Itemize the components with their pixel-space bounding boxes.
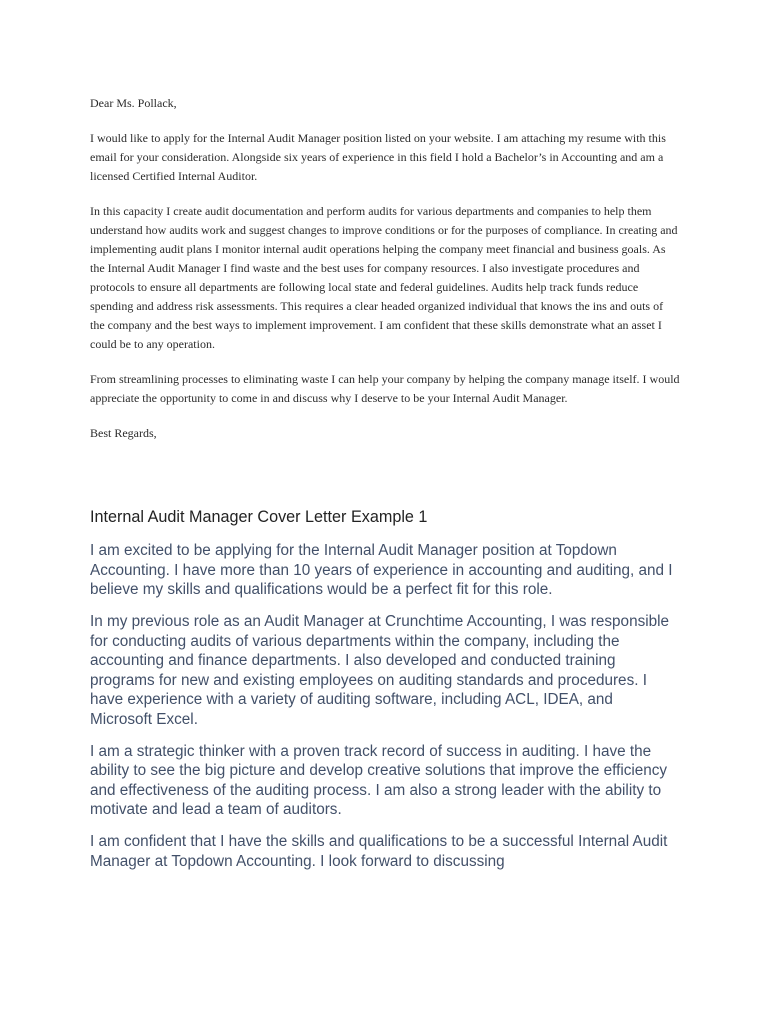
letter-paragraph: I would like to apply for the Internal Audit Manager position listed on your website. I am attaching my resume with this email for your consideration. Alongside six years of experience in this field I hold a Bachelor’s in Accounting and am a licensed Certified Internal Auditor. [90,131,666,183]
example-heading: Internal Audit Manager Cover Letter Example 1 [90,508,428,526]
cover-letter [90,94,680,459]
letter-paragraph: From streamlining processes to eliminating waste I can help your company by helping the company manage itself. I would appreciate the opportunity to come in and discuss why I deserve to be your Internal Audit Manager. [90,372,680,405]
example-paragraph: In my previous role as an Audit Manager at Crunchtime Accounting, I was responsible for conducting audits of various departments within the company, including the accounting and finance departments. I also developed and conducted training programs for new and existing employees on auditing standards and procedures. I have experience with a variety of auditing software, including ACL, IDEA, and Microsoft Excel. [90,613,670,728]
letter-paragraph: In this capacity I create audit documentation and perform audits for various departments and companies to help them understand how audits work and suggest changes to improve conditions or for the purposes of compliance. In creating and implementing audit plans I monitor internal audit operations helping the company meet financial and business goals. As the Internal Audit Manager I find waste and the best uses for company resources. I also investigate procedures and protocols to ensure all departments are following local state and federal guidelines. Audits help track funds reduce spending and address risk assessments. This requires a clear headed organized individual that knows the ins and outs of the company and the best ways to implement improvement. I am confident that these skills demonstrate what an asset I could be to any operation. [90,204,678,351]
example-paragraph: I am a strategic thinker with a proven track record of success in auditing. I have the ability to see the big picture and develop creative solutions that improve the efficiency and effectiveness of the auditing process. I am also a strong leader with the ability to motivate and lead a team of auditors. [90,742,668,818]
example-paragraph: I am excited to be applying for the Internal Audit Manager position at Topdown Accounting. I have more than 10 years of experience in accounting and auditing, and I believe my skills and qualifications would be a perfect fit for this role. [90,542,673,598]
cover-letter-example [90,504,675,884]
letter-salutation: Dear Ms. Pollack, [90,96,177,110]
letter-closing: Best Regards, [90,426,157,440]
example-paragraph: I am confident that I have the skills and qualifications to be a successful Internal Audit Manager at Topdown Accounting. I look forward to discussing [90,833,668,870]
